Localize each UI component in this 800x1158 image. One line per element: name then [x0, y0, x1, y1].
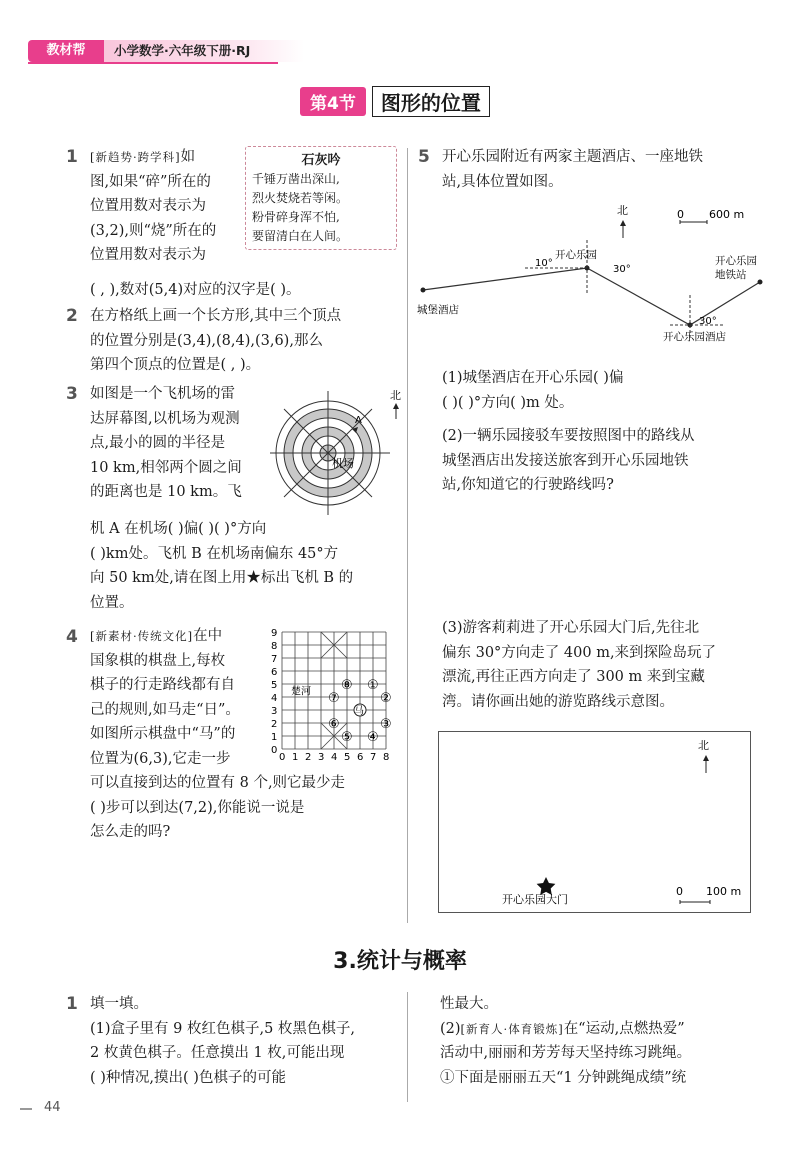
text-line: 的距离也是 10 km。飞 [90, 484, 242, 500]
river-label: 楚河 [291, 686, 311, 698]
text-line: 2 枚黄色棋子。任意摸出 1 枚,可能出现 [90, 1045, 345, 1061]
y-tick-label: 2 [271, 719, 278, 730]
header-rule [28, 62, 278, 64]
angle-10: 10° [535, 258, 553, 269]
text-line: 如 [180, 149, 196, 165]
reach-mark: ② [380, 691, 392, 706]
text-line: (3)游客莉莉进了开心乐园大门后,先往北 [442, 620, 700, 636]
q4-text-cont [90, 771, 410, 845]
y-tick-label: 7 [271, 654, 278, 665]
s2-tag: [新育人·体育锻炼] [460, 1021, 564, 1036]
text-line: 填一填。 [90, 996, 148, 1012]
drawing-box-marks [438, 731, 750, 912]
sub-prefix: (2) [440, 1020, 461, 1037]
x-tick-label: 0 [279, 752, 286, 763]
text-line: (1)城堡酒店在开心乐园( )偏 [442, 370, 624, 386]
text-line: 位置用数对表示为 [90, 198, 206, 214]
y-tick-label: 5 [271, 680, 278, 691]
s2-text [440, 992, 770, 1090]
text-line: 位置。 [90, 594, 134, 611]
poem-line: 要留清白在人间。 [252, 229, 349, 243]
scale-bar [680, 220, 707, 224]
text-line: ( )种情况,摸出( )色棋子的可能 [90, 1069, 286, 1086]
q2-text [90, 304, 410, 378]
text-line: (1)盒子里有 9 枚红色棋子,5 枚黑色棋子, [90, 1020, 356, 1037]
gate-label: 开心乐园大门 [502, 893, 568, 906]
text-line: ( )km处。飞机 B 在机场南偏东 45°方 [90, 545, 339, 562]
scale-label: 100 m [706, 885, 742, 898]
text-line: 位置为(6,3),它走一步 [90, 750, 231, 767]
question-number: 3 [66, 384, 78, 404]
airport-label: 机场 [332, 457, 354, 470]
subject-header: 小学数学·六年级下册·RJ [104, 40, 304, 62]
horse-label: 马 [354, 706, 364, 717]
text-line: 国象棋的棋盘上,每枚 [90, 652, 226, 669]
x-tick-label: 2 [305, 752, 312, 763]
y-tick-label: 4 [271, 693, 278, 704]
angle-30: 30° [613, 264, 631, 275]
park-label: 开心乐园 [555, 249, 597, 261]
text-line: 活动中,丽丽和芳芳每天坚持练习跳绳。 [440, 1045, 692, 1061]
text-line: 性最大。 [440, 996, 498, 1012]
y-tick-label: 6 [271, 667, 278, 678]
y-tick-label: 1 [271, 732, 278, 743]
text-line: 在方格纸上画一个长方形,其中三个顶点 [90, 308, 342, 324]
park-map [415, 200, 785, 355]
text-line: ( )( )°方向( )m 处。 [442, 394, 574, 411]
section-name: 图形的位置 [372, 86, 490, 117]
question-number: 1 [66, 147, 78, 167]
radar-diagram [270, 385, 405, 517]
x-tick-label: 7 [370, 752, 377, 763]
text-line: 在中 [193, 628, 223, 644]
text-line: 在“运动,点燃热爱” [563, 1020, 685, 1037]
text-line: ( )步可以到达(7,2),你能说一说是 [90, 799, 305, 816]
station-point [758, 280, 763, 285]
text-line: 棋子的行走路线都有自 [90, 677, 235, 693]
y-tick-label: 8 [271, 641, 278, 652]
north-label: 北 [617, 204, 628, 217]
text-line: 如图是一个飞机场的雷 [90, 386, 235, 402]
reach-mark: ① [367, 678, 379, 693]
text-line: 机 A 在机场( )偏( )( )°方向 [90, 521, 267, 537]
north-arrowhead-icon [393, 403, 399, 409]
text-line: 站,你知道它的行驶路线吗? [442, 477, 614, 493]
angle-30b: 30° [699, 316, 717, 327]
plane-label: A [355, 415, 362, 426]
q4-tag: [新素材·传统文化] [90, 629, 194, 643]
text-line: 己的规则,如马走“日”。 [90, 701, 240, 718]
scale-zero: 0 [676, 885, 683, 898]
x-tick-label: 8 [383, 752, 390, 763]
text-line: 图,如果“碎”所在的 [90, 173, 211, 190]
poem-line: 粉骨碎身浑不怕, [252, 210, 340, 224]
poem-card [245, 146, 397, 250]
hotel-label: 开心乐园酒店 [663, 331, 726, 343]
text-line: 可以直接到达的位置有 8 个,则它最少走 [90, 775, 346, 791]
north-label: 北 [698, 739, 709, 752]
x-tick-label: 4 [331, 752, 338, 763]
q4-text [90, 624, 270, 771]
text-line: 点,最小的圆的半径是 [90, 435, 226, 451]
reach-mark: ⑧ [341, 678, 353, 693]
x-tick-label: 3 [318, 752, 325, 763]
question-number: 4 [66, 627, 78, 647]
poem-line: 千锤万凿出深山, [252, 172, 340, 186]
y-tick-label: 3 [271, 706, 278, 717]
text-line: 向 50 km处,请在图上用★标出飞机 B 的 [90, 570, 354, 586]
section-title [300, 86, 490, 116]
reach-mark: ④ [367, 730, 379, 745]
text-line: 湾。请你画出她的游览路线示意图。 [442, 693, 674, 710]
q1-answer-line: ( , ),数对(5,4)对应的汉字是( )。 [90, 282, 301, 298]
q5-sub3 [442, 616, 762, 714]
text-line: 10 km,相邻两个圆之间 [90, 459, 242, 476]
castle-hotel-label: 城堡酒店 [417, 304, 459, 316]
q3-text [90, 382, 270, 505]
s1-text [90, 992, 410, 1090]
text-line: 达屏幕图,以机场为观测 [90, 410, 240, 427]
text-line: 怎么走的吗? [90, 824, 171, 840]
y-tick-label: 9 [271, 628, 278, 639]
scale-zero: 0 [677, 208, 684, 221]
q1-tag: [新趋势·跨学科] [90, 150, 181, 164]
reach-mark: ⑥ [328, 717, 340, 732]
text-line: 位置用数对表示为 [90, 247, 206, 263]
page-number: 44 [44, 1100, 61, 1115]
brand-tag: 教材帮 [28, 40, 104, 62]
text-line: (3,2),则“烧”所在的 [90, 222, 217, 239]
chapter-title: 3.统计与概率 [333, 949, 467, 974]
q5-sub1 [442, 366, 762, 415]
x-tick-label: 5 [344, 752, 351, 763]
section-number: 第4节 [300, 87, 366, 116]
station-label-1: 开心乐园 [715, 255, 757, 267]
chess-board [268, 624, 398, 776]
text-line: 第四个顶点的位置是( , )。 [90, 357, 261, 373]
x-tick-label: 1 [292, 752, 299, 763]
reach-mark: ⑦ [328, 691, 340, 706]
text-line: 站,具体位置如图。 [442, 173, 563, 190]
x-tick-label: 6 [357, 752, 364, 763]
scale-label: 600 m [709, 208, 745, 221]
text-line: 开心乐园附近有两家主题酒店、一座地铁 [442, 149, 703, 165]
q3-text-cont [90, 517, 410, 615]
station-label-2: 地铁站 [715, 269, 747, 281]
page-rule [20, 1108, 32, 1110]
castle-hotel-point [421, 288, 426, 293]
scale-bar [680, 900, 710, 904]
text-line: 城堡酒店出发接送旅客到开心乐园地铁 [442, 452, 689, 469]
text-line: 的位置分别是(3,4),(8,4),(3,6),那么 [90, 332, 323, 349]
text-line: (2)一辆乐园接驳车要按照图中的路线从 [442, 428, 695, 444]
q5-text [442, 145, 762, 194]
y-tick-label: 0 [271, 745, 278, 756]
text-line: 漂流,再往正西方向走了 300 m 来到宝藏 [442, 669, 705, 685]
north-label: 北 [390, 389, 401, 402]
poem-title: 石灰吟 [301, 153, 341, 168]
question-number: 2 [66, 306, 78, 326]
reach-mark: ③ [380, 717, 392, 732]
text-line: 偏东 30°方向走了 400 m,来到探险岛玩了 [442, 644, 717, 661]
q1-text [90, 145, 250, 268]
reach-mark: ⑤ [341, 730, 353, 745]
north-arrowhead-icon [620, 220, 626, 226]
text-line: 如图所示棋盘中“马”的 [90, 726, 236, 742]
text-line: ①下面是丽丽五天“1 分钟跳绳成绩”统 [440, 1069, 687, 1086]
north-arrowhead-icon [703, 755, 709, 761]
question-number: 1 [66, 994, 78, 1014]
poem-line: 烈火焚烧若等闲。 [252, 191, 349, 205]
q5-sub2 [442, 424, 762, 498]
question-number: 5 [418, 147, 430, 167]
